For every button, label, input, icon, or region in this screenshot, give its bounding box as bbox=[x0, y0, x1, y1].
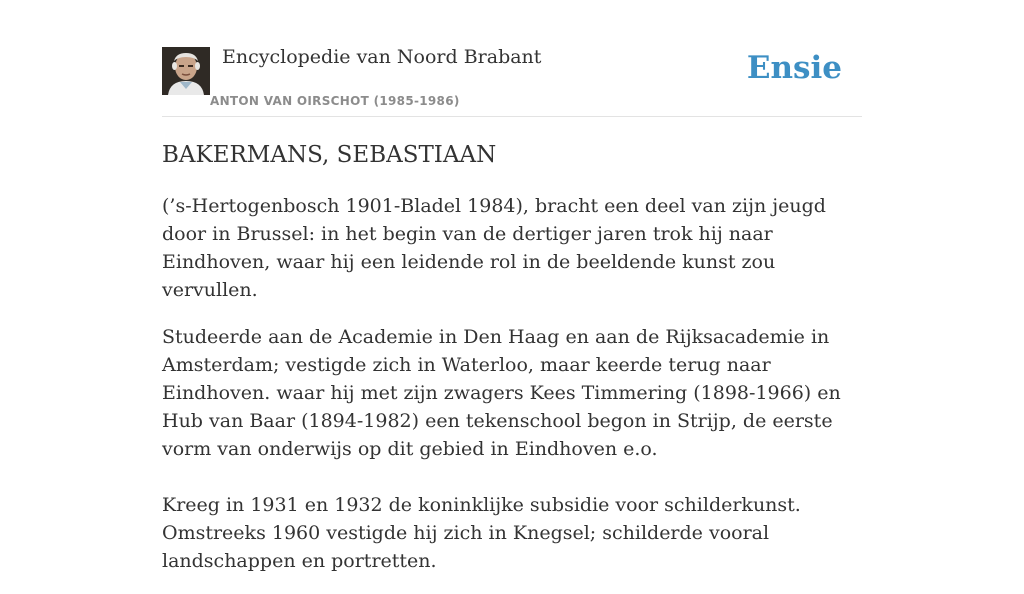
source-header bbox=[162, 46, 862, 117]
article-paragraph: Studeerde aan de Academie in Den Haag en aan de Rijksacademie in Amsterdam; vestigde zich in Waterloo, maar keerde terug naar Eindhoven. waar hij met zijn zwagers Kees Timmering (1898-1966) en Hub van Baar (1894-1982) een tekenschool begon in Strijp, de eerste vorm van onderwijs op dit gebied in Eindhoven e.o. bbox=[162, 326, 841, 460]
author-avatar[interactable] bbox=[162, 47, 210, 95]
source-title[interactable]: Encyclopedie van Noord Brabant bbox=[222, 46, 542, 68]
article bbox=[162, 140, 867, 594]
article-title: BAKERMANS, SEBASTIAAN bbox=[162, 142, 497, 168]
ensie-logo[interactable]: Ensie bbox=[746, 50, 842, 86]
portrait-image bbox=[162, 47, 210, 95]
article-paragraph: (’s-Hertogenbosch 1901-Bladel 1984), bracht een deel van zijn jeugd door in Brussel: in het begin van de dertiger jaren trok hij naar Eindhoven, waar hij een leidende rol in de beeldende kunst zou vervullen. bbox=[162, 195, 826, 301]
article-paragraph: Kreeg in 1931 en 1932 de koninklijke subsidie voor schilderkunst. Omstreeks 1960 vestigde hij zich in Knegsel; schilderde vooral landschappen en portretten. bbox=[162, 494, 801, 572]
author-credit[interactable]: ANTON VAN OIRSCHOT (1985-1986) bbox=[210, 94, 460, 108]
